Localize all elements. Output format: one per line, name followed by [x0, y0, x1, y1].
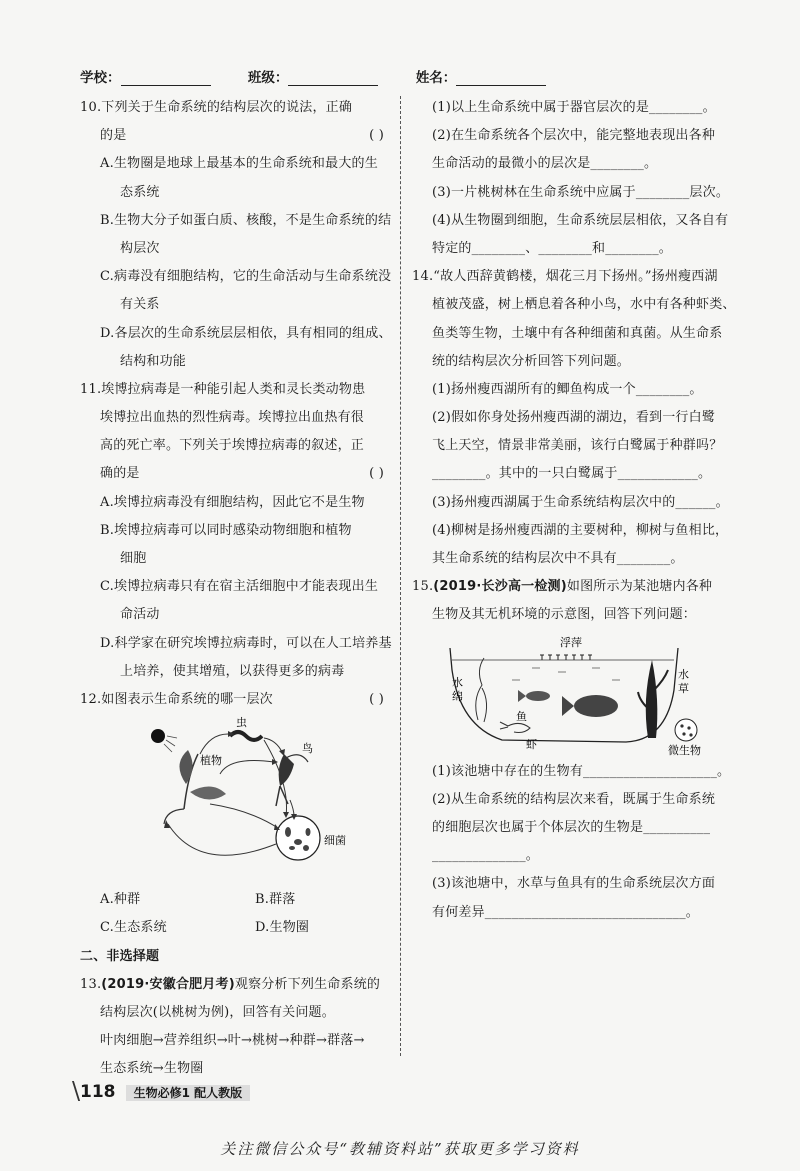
q14-stem-3: 鱼类等生物，土壤中有各种细菌和真菌。从生命系: [432, 325, 723, 341]
q10-option-b-cont: 构层次: [120, 240, 160, 256]
watermark-note: 关注微信公众号“教辅资料站”获取更多学习资料: [220, 1140, 580, 1158]
q14-sub-1: (1)扬州瘦西湖所有的鲫鱼构成一个________。: [432, 381, 703, 397]
shrimp-icon: [500, 722, 530, 733]
q14-sub-2-cont: 飞上天空，情景非常美丽，该行白鹭属于种群吗？: [432, 438, 723, 454]
question-14: [412, 263, 736, 573]
q13-sub-1: (1)以上生命系统中属于器官层次的是________。: [432, 100, 716, 115]
q15-source: (2019·长沙高一检测): [433, 579, 567, 595]
q13-sub-2-cont: 生命活动的最微小的层次是________。: [432, 156, 658, 172]
answer-paren[interactable]: ( ): [369, 691, 384, 707]
q10-option-b: B.生物大分子如蛋白质、核酸，不是生命系统的结: [100, 212, 392, 228]
microbe-icon: [675, 719, 697, 741]
q14-stem-2: 植被茂盛，树上栖息着各种小鸟，水中有各种虾类、: [432, 297, 736, 313]
duckweed-icon: [540, 655, 592, 660]
sun-icon: [151, 729, 165, 743]
q10-stem-1: 10.下列关于生命系统的结构层次的说法，正确: [80, 100, 353, 115]
school-label: 学校：: [80, 70, 121, 86]
answer-paren[interactable]: ( ): [369, 466, 384, 482]
q10-option-d: D.各层次的生命系统层层相依，具有相同的组成、: [100, 325, 392, 341]
q14-sub-4-cont: 其生命系统的结构层次中不具有________。: [432, 551, 684, 566]
class-label: 班级：: [247, 70, 289, 86]
question-12: [80, 686, 392, 943]
q11-stem-2: 埃博拉出血热的烈性病毒。埃博拉出血热有很: [100, 410, 365, 426]
column-divider: [400, 96, 401, 1056]
q11-option-d-cont: 上培养，使其增殖，以获得更多的病毒: [120, 663, 345, 679]
microbe-label: 微生物: [668, 743, 701, 757]
q11-option-a: A.埃博拉病毒没有细胞结构，因此它不是生物: [100, 494, 365, 510]
water-ripples: [512, 668, 620, 680]
q12-option-c: C.生态系统: [100, 920, 167, 936]
q11-option-b: B.埃博拉病毒可以同时感染动物细胞和植物: [100, 522, 352, 538]
q12-option-a: A.种群: [100, 892, 141, 908]
q13-chain-2: 生态系统→生物圈: [100, 1061, 204, 1077]
question-13: [80, 971, 392, 1084]
q13-sub-2: (2)在生命系统各个层次中，能完整地表现出各种: [432, 128, 716, 144]
q10-option-d-cont: 结构和功能: [120, 353, 187, 369]
q10-option-a: A.生物圈是地球上最基本的生命系统和最大的生: [100, 156, 378, 172]
q10-option-c-cont: 有关系: [120, 297, 160, 313]
q13-sub-4: (4)从生物圈到细胞，生命系统层层相依，又各自有: [432, 212, 729, 228]
q15-stem-1: 15.(2019·长沙高一检测)如图所示为某池塘内各种: [412, 579, 713, 595]
q13-sub-4-cont: 特定的________、________和________。: [432, 240, 672, 256]
q11-stem-4: 确的是 ( ): [80, 460, 392, 488]
footer-slash-mark: \: [72, 1077, 81, 1105]
bug-icon: [230, 732, 262, 740]
q12-stem: 12.如图表示生命系统的哪一层次 ( ): [80, 686, 392, 714]
name-label: 姓名：: [415, 70, 457, 86]
q14-sub-2: (2)假如你身处扬州瘦西湖的湖边，看到一行白鹭: [432, 410, 716, 426]
q13-stem-2: 结构层次(以桃树为例)，回答有关问题。: [100, 1004, 335, 1020]
q12-options-row-2: [80, 914, 392, 942]
name-blank[interactable]: [456, 71, 546, 86]
plant-label: 植物: [200, 754, 222, 768]
q13-stem-1: 13.(2019·安徽合肥月考)观察分析下列生命系统的: [80, 976, 381, 992]
q15-stem-2: 生物及其无机环境的示意图，回答下列问题：: [432, 607, 697, 623]
q10-option-c: C.病毒没有细胞结构，它的生命活动与生命系统没: [100, 269, 392, 285]
pond-outline: [450, 648, 678, 742]
book-title: 生物必修1 配人教版: [126, 1085, 251, 1101]
q14-stem-1: 14.“故人西辞黄鹤楼，烟花三月下扬州。”扬州瘦西湖: [412, 269, 718, 285]
left-column: [80, 94, 392, 1083]
waterweed-label-2: 草: [678, 681, 689, 695]
q15-sub-2: (2)从生命系统的结构层次来看，既属于生命系统: [432, 791, 716, 807]
q15-sub-2-blank: ______________。: [432, 848, 539, 864]
q11-stem-1: 11.埃博拉病毒是一种能引起人类和灵长类动物患: [80, 381, 366, 397]
algae-icon: [476, 658, 487, 722]
duckweed-label: 浮萍: [560, 635, 582, 649]
right-column: [412, 94, 736, 927]
shrimp-label: 虾: [526, 737, 537, 751]
q14-sub-2-answer: ________。其中的一只白鹭属于____________。: [432, 466, 712, 482]
q14-sub-4: (4)柳树是扬州瘦西湖的主要树种，柳树与鱼相比，: [432, 522, 729, 538]
question-15: [412, 573, 731, 927]
fish-icon: [518, 690, 618, 717]
question-11: [80, 376, 392, 686]
bacteria-icon: [276, 816, 320, 860]
question-13-subquestions: [412, 94, 730, 263]
answer-paren[interactable]: ( ): [369, 128, 384, 144]
q14-stem-4: 统的结构层次分析回答下列问题。: [432, 353, 631, 369]
ecosystem-diagram: [80, 714, 392, 886]
pond-diagram: [412, 630, 724, 758]
q11-option-c: C.埃博拉病毒只有在宿主活细胞中才能表现出生: [100, 579, 379, 595]
q11-stem-3: 高的死亡率。下列关于埃博拉病毒的叙述，正: [100, 438, 365, 454]
page-number: 118: [80, 1082, 116, 1102]
waterweed-label-1: 水: [678, 667, 689, 681]
student-info-header: [80, 66, 546, 86]
q13-chain-1: 叶肉细胞→营养组织→叶→桃树→种群→群落→: [100, 1033, 365, 1049]
q11-option-b-cont: 细胞: [120, 551, 147, 566]
q11-option-c-cont: 命活动: [120, 607, 160, 623]
algae-label-2: 绵: [452, 689, 463, 703]
school-blank[interactable]: [121, 71, 211, 86]
bird-icon: [276, 754, 308, 806]
waterweed-icon: [638, 660, 668, 738]
algae-label-1: 水: [452, 675, 463, 689]
section-title-nonchoice: 二、非选择题: [80, 948, 160, 964]
sun-rays: [164, 736, 177, 752]
q15-sub-1: (1)该池塘中存在的生物有____________________。: [432, 763, 731, 779]
page-footer: [80, 1082, 250, 1102]
q15-sub-2-cont: 的细胞层次也属于个体层次的生物是__________: [432, 819, 711, 835]
q13-sub-3: (3)一片桃树林在生命系统中应属于________层次。: [432, 184, 730, 200]
q12-options-row-1: [80, 886, 392, 914]
q11-option-d: D.科学家在研究埃博拉病毒时，可以在人工培养基: [100, 635, 392, 651]
q15-sub-3-cont: 有何差异______________________________。: [432, 904, 699, 920]
q10-stem-2: 的是 ( ): [80, 122, 392, 150]
fish-label: 鱼: [516, 709, 527, 723]
bacteria-label: 细菌: [324, 834, 346, 848]
q14-sub-3: (3)扬州瘦西湖属于生命系统结构层次中的______。: [432, 494, 729, 510]
q12-option-b: B.群落: [255, 892, 296, 908]
q13-source: (2019·安徽合肥月考): [101, 976, 235, 992]
question-10: [80, 94, 392, 376]
bird-label: 鸟: [302, 742, 313, 756]
q12-option-d: D.生物圈: [255, 920, 310, 936]
class-blank[interactable]: [288, 71, 378, 86]
q10-option-a-cont: 态系统: [120, 184, 160, 200]
pond-figure: [412, 630, 724, 758]
q15-sub-3: (3)该池塘中，水草与鱼具有的生命系统层次方面: [432, 876, 716, 892]
ecosystem-figure: [80, 714, 392, 886]
bug-label: 虫: [236, 716, 247, 730]
